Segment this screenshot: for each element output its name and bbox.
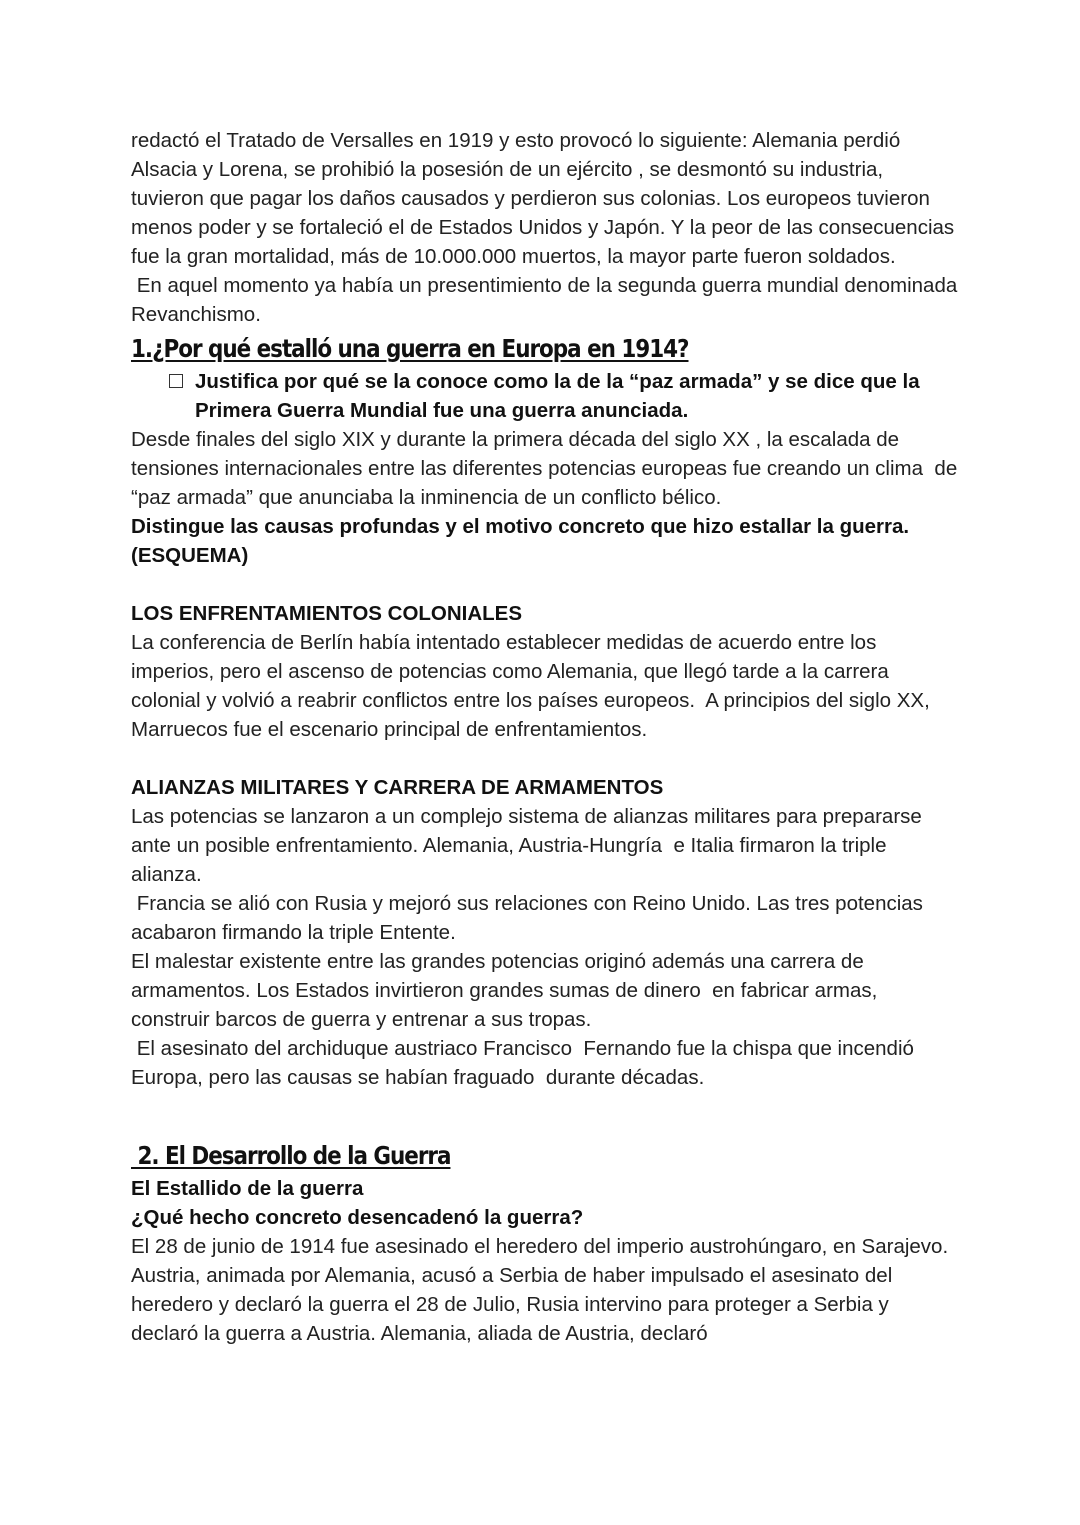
spacer [131, 570, 961, 599]
spacer [131, 1092, 961, 1136]
colonial-subtitle: LOS ENFRENTAMIENTOS COLONIALES [131, 602, 523, 625]
section-1-heading: 1.¿Por qué estalló una guerra en Europa en 1914? [131, 334, 689, 363]
alliances-paragraph-4: El asesinato del archiduque austriaco Francisco Fernando fue la chispa que incendió Europa, pero las causas se habían fraguado durante décadas. [131, 1037, 920, 1089]
alliances-subtitle: ALIANZAS MILITARES Y CARRERA DE ARMAMENTOS [131, 776, 664, 799]
alliances-paragraph-3: El malestar existente entre las grandes potencias originó además una carrera de armamentos. Los Estados invirtieron grandes sumas de dinero en fabricar armas, construir barcos de guerra y entrenar a sus tropas. [131, 950, 884, 1031]
task-checkbox-row [131, 367, 961, 425]
intro-paragraph-1: redactó el Tratado de Versalles en 1919 y esto provocó lo siguiente: Alemania perdió Alsacia y Lorena, se prohibió la posesión de un ejército , se desmontó su industria, tuvieron que pagar los daños causados y perdieron sus colonias. Los europeos tuvieron menos poder y se fortaleció el de Estados Unidos y Japón. Y la peor de las consecuencias fue la gran mortalidad, más de 10.000.000 muertos, la mayor parte fueron soldados. [131, 129, 955, 268]
intro-paragraph-2: En aquel momento ya había un presentimiento de la segunda guerra mundial denominada Revanchismo. [131, 274, 963, 326]
outbreak-paragraph: El 28 de junio de 1914 fue asesinado el heredero del imperio austrohúngaro, en Sarajevo. Austria, animada por Alemania, acusó a Serbia de haber impulsado el asesinato del heredero y declaró la guerra el 28 de Julio, Rusia intervino para proteger a Serbia y declaró la guerra a Austria. Alemania, aliada de Austria, declaró [131, 1235, 949, 1345]
colonial-paragraph: La conferencia de Berlín había intentado establecer medidas de acuerdo entre los imperios, pero el ascenso de potencias como Alemania, que llegó tarde a la carrera colonial y volvió a reabrir conflictos entre los países europeos. A principios del siglo XX, Marruecos fue el escenario principal de enfrentamientos. [131, 631, 936, 741]
task-checkbox-label: Justifica por qué se la conoce como la de la “paz armada” y se dice que la Primera Guerra Mundial fue una guerra anunciada. [195, 370, 920, 422]
checkbox-icon[interactable] [169, 374, 183, 388]
causes-question: Distingue las causas profundas y el motivo concreto que hizo estallar la guerra.(ESQUEMA) [131, 515, 910, 567]
spacer [131, 744, 961, 773]
trigger-question: ¿Qué hecho concreto desencadenó la guerra? [131, 1206, 584, 1229]
document-page [131, 126, 961, 1348]
alliances-paragraph-2: Francia se alió con Rusia y mejoró sus relaciones con Reino Unido. Las tres potencias acabaron firmando la triple Entente. [131, 892, 929, 944]
alliances-paragraph-1: Las potencias se lanzaron a un complejo sistema de alianzas militares para prepararse ante un posible enfrentamiento. Alemania, Austria-Hungría e Italia firmaron la triple alianza. [131, 805, 928, 886]
outbreak-subtitle: El Estallido de la guerra [131, 1177, 364, 1200]
paz-armada-paragraph: Desde finales del siglo XIX y durante la primera década del siglo XX , la escalada de tensiones internacionales entre las diferentes potencias europeas fue creando un clima de “paz armada” que anunciaba la inminencia de un conflicto bélico. [131, 428, 963, 509]
section-2-heading: 2. El Desarrollo de la Guerra [131, 1141, 451, 1170]
